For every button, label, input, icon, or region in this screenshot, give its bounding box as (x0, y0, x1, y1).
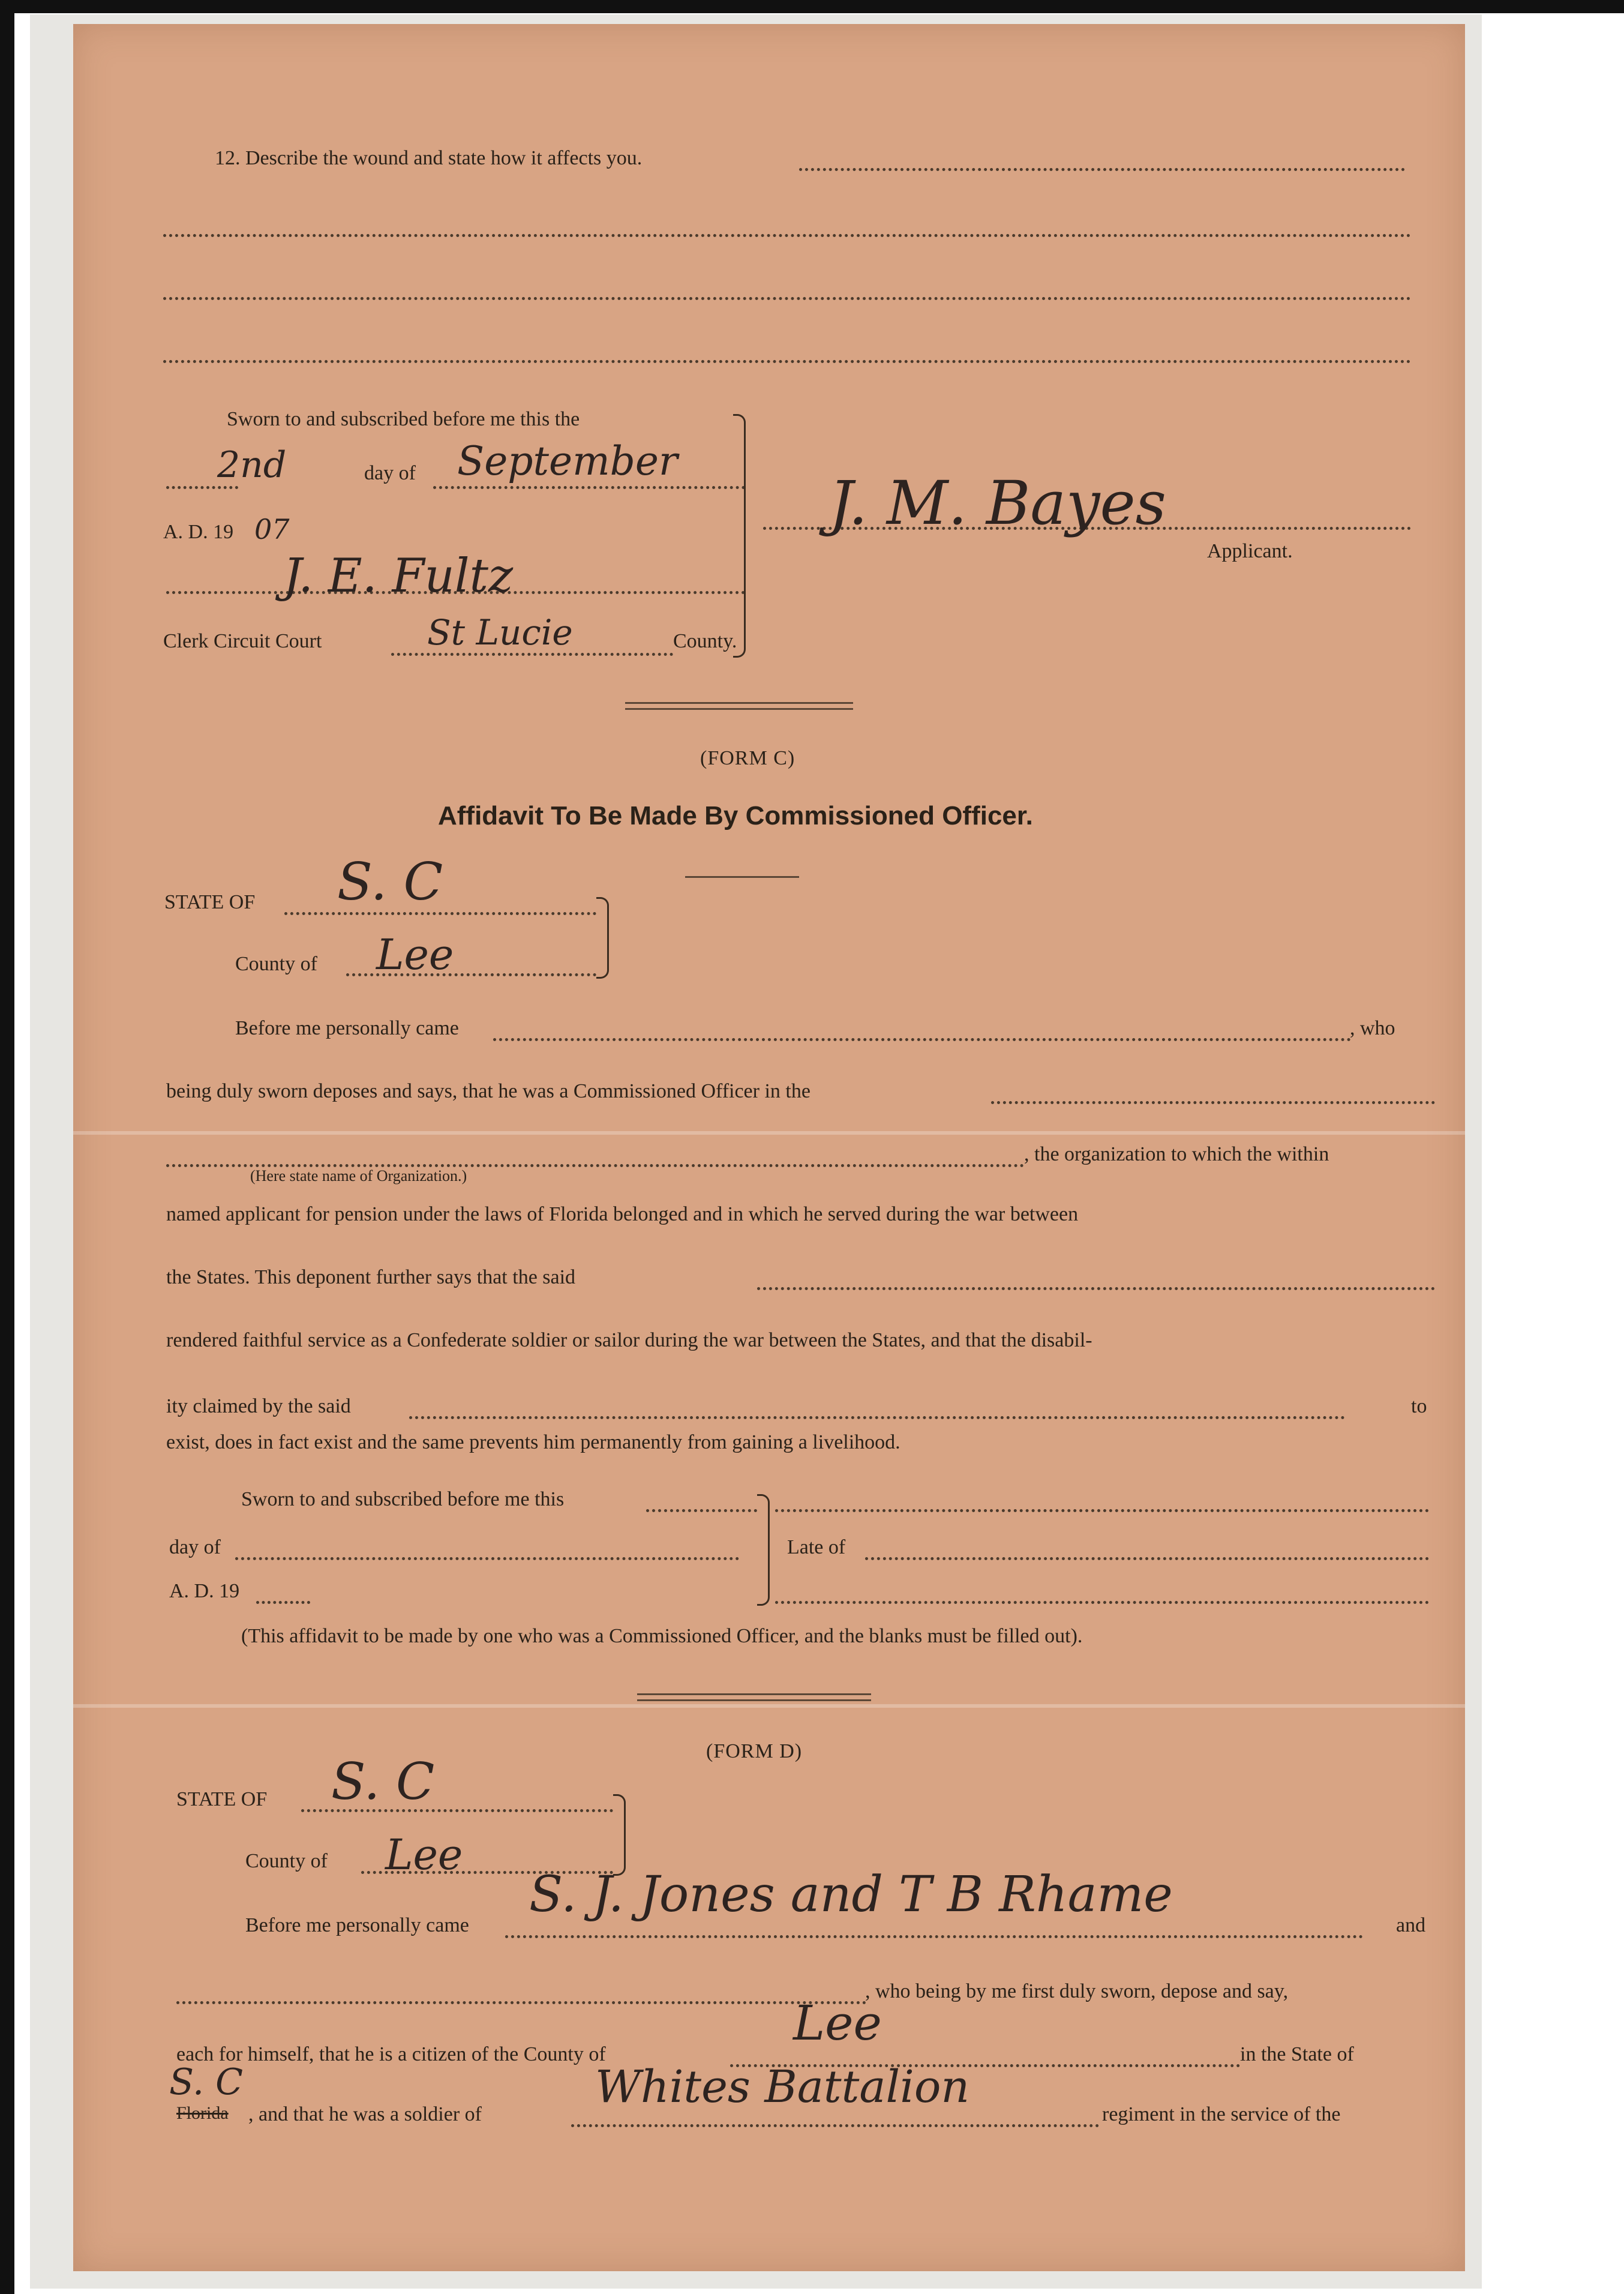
form-c-day-of: day of (169, 1536, 221, 1558)
officer-signature-blank (775, 1509, 1429, 1512)
sworn-month-blank (235, 1557, 739, 1560)
state-of-label: STATE OF (164, 891, 256, 913)
sworn-year-blank (256, 1601, 310, 1604)
county-value: Lee (376, 930, 454, 979)
answer-line (163, 360, 1411, 363)
form-d-line3-end: in the State of (1240, 2043, 1354, 2065)
scan-border-left (0, 0, 14, 2294)
form-c-title: Affidavit To Be Made By Commissioned Officer. (438, 801, 1033, 830)
form-c-line5: the States. This deponent further says that the said (166, 1266, 576, 1288)
form-c-line8: exist, does in fact exist and the same prevents him permanently from gaining a livelihood. (166, 1431, 900, 1453)
form-c-note: (This affidavit to be made by one who was a Commissioned Officer, and the blanks must be filled out). (241, 1625, 1083, 1647)
month-value: September (457, 438, 678, 484)
clerk-label: Clerk Circuit Court (163, 630, 322, 652)
form-d-county-of: County of (245, 1850, 328, 1872)
clerk-county-value: St Lucie (427, 612, 573, 653)
form-d-venue-brace (613, 1794, 626, 1876)
paper-fold (73, 1704, 1465, 1708)
form-d-line3: each for himself, that he is a citizen of the County of (176, 2043, 606, 2065)
county-blank (391, 653, 673, 656)
form-d-names-value: S. J. Jones and T B Rhame (529, 1866, 1173, 1923)
county-label: County. (673, 630, 737, 652)
struck-word: Florida (176, 2103, 229, 2123)
applicant-signature: J. M. Bayes (829, 468, 1166, 538)
form-d-before-me: Before me personally came (245, 1914, 469, 1936)
question-12: 12. Describe the wound and state how it affects you. (215, 147, 643, 169)
form-d-state-value: S. C (331, 1752, 435, 1811)
organization-hint: (Here state name of Organization.) (250, 1167, 467, 1185)
form-d-line4a: , and that he was a soldier of (248, 2103, 482, 2125)
form-c-line6: rendered faithful service as a Confederate soldier or sailor during the war between the States, and that the disabil- (166, 1329, 1092, 1351)
applicant-label: Applicant. (1207, 540, 1293, 562)
form-c-brace (757, 1494, 770, 1606)
sworn-day-blank (646, 1509, 757, 1512)
form-c-ad: A. D. 19 (169, 1580, 240, 1602)
answer-line (163, 234, 1411, 237)
county-of-label: County of (235, 953, 317, 975)
section-divider (637, 1693, 871, 1695)
late-of-blank (865, 1557, 1429, 1560)
form-d-regiment-value: Whites Battalion (595, 2061, 970, 2113)
form-c-header: (FORM C) (700, 747, 796, 769)
form-c-line3-end: , the organization to which the within (1024, 1143, 1329, 1165)
form-c-line7: ity claimed by the said (166, 1395, 351, 1417)
form-d-state2-value: S. C (169, 2061, 244, 2103)
state-value: S. C (337, 852, 443, 912)
clerk-signature: J. E. Fultz (283, 549, 514, 603)
form-d-county2-value: Lee (793, 1995, 882, 2051)
before-me-label: Before me personally came (235, 1017, 459, 1039)
section-divider (625, 708, 853, 710)
form-d-and: and (1396, 1914, 1426, 1936)
year-value: 07 (254, 513, 290, 545)
section-divider (625, 702, 853, 704)
answer-line (163, 297, 1411, 300)
disability-blank (409, 1416, 1345, 1419)
form-d-county-value: Lee (385, 1830, 463, 1879)
section-divider (637, 1699, 871, 1701)
venue-brace (596, 897, 609, 979)
day-blank (166, 486, 238, 489)
form-d-names-blank-2 (176, 2001, 866, 2004)
officer-rank-blank (775, 1601, 1429, 1604)
form-c-line2: being duly sworn deposes and says, that he was a Commissioned Officer in the (166, 1080, 811, 1102)
organization-blank (991, 1101, 1435, 1104)
late-of-label: Late of (787, 1536, 846, 1558)
day-of-label: day of (364, 462, 416, 484)
scan-border-top (0, 0, 1624, 13)
month-blank (433, 486, 745, 489)
form-c-line4: named applicant for pension under the laws of Florida belonged and in which he served during the war between (166, 1203, 1079, 1225)
sworn-line: Sworn to and subscribed before me this the (227, 408, 580, 430)
form-d-names-blank (505, 1935, 1363, 1938)
who-label: , who (1350, 1017, 1395, 1039)
form-d-regiment-blank (571, 2124, 1099, 2127)
ad-label: A. D. 19 (163, 521, 234, 543)
title-underline (685, 876, 799, 878)
form-d-state-of: STATE OF (176, 1788, 268, 1810)
form-d-line4-end: regiment in the service of the (1102, 2103, 1341, 2125)
paper-fold (73, 1131, 1465, 1135)
day-value: 2nd (217, 444, 287, 486)
form-d-line2-end: , who being by me first duly sworn, depose and say, (865, 1980, 1289, 2002)
form-c-line7-end: to (1411, 1395, 1427, 1417)
said-blank (757, 1287, 1435, 1290)
jurat-brace (733, 414, 746, 658)
state-blank (284, 912, 596, 915)
pension-form-page (73, 24, 1465, 2271)
form-c-sworn: Sworn to and subscribed before me this (241, 1488, 565, 1510)
form-d-header: (FORM D) (706, 1740, 803, 1762)
answer-line (799, 168, 1405, 171)
name-blank (493, 1038, 1351, 1041)
